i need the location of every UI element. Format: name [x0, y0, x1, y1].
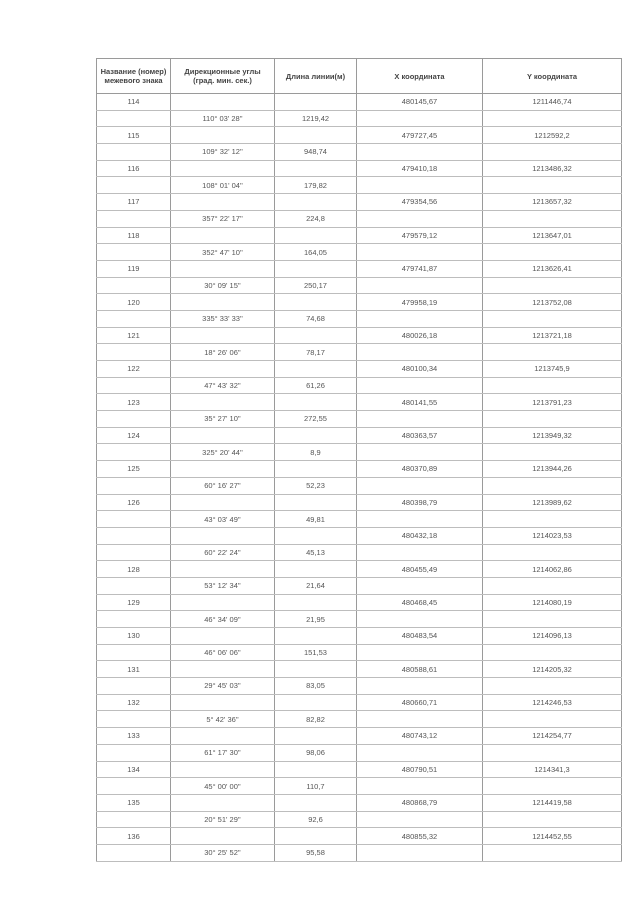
y-coordinate-cell: 1212592,2	[483, 127, 622, 144]
x-coordinate-cell: 480432,18	[357, 527, 483, 544]
line-length-cell: 1219,42	[275, 110, 357, 127]
line-length-cell: 52,23	[275, 477, 357, 494]
direction-angle-cell: 30° 09' 15''	[171, 277, 275, 294]
point-name-cell: 118	[97, 227, 171, 244]
empty-cell	[275, 728, 357, 745]
direction-angle-cell: 109° 32' 12''	[171, 144, 275, 161]
empty-cell	[275, 761, 357, 778]
y-coordinate-cell: 1213626,41	[483, 260, 622, 277]
table-row	[97, 244, 622, 261]
direction-angle-cell: 30° 25' 52''	[171, 844, 275, 861]
direction-angle-cell: 352° 47' 10''	[171, 244, 275, 261]
empty-cell	[97, 711, 171, 728]
point-name-cell	[97, 527, 171, 544]
point-name-cell: 123	[97, 394, 171, 411]
table-row	[97, 794, 622, 811]
y-coordinate-cell: 1211446,74	[483, 94, 622, 111]
line-length-cell: 179,82	[275, 177, 357, 194]
table-row	[97, 844, 622, 861]
empty-cell	[171, 694, 275, 711]
point-name-cell: 122	[97, 361, 171, 378]
table-row	[97, 394, 622, 411]
table-row	[97, 194, 622, 211]
x-coordinate-cell: 480455,49	[357, 561, 483, 578]
empty-cell	[171, 160, 275, 177]
y-coordinate-cell: 1213791,23	[483, 394, 622, 411]
empty-cell	[357, 811, 483, 828]
table-row	[97, 127, 622, 144]
point-name-cell: 135	[97, 794, 171, 811]
empty-cell	[483, 277, 622, 294]
empty-cell	[97, 744, 171, 761]
empty-cell	[275, 661, 357, 678]
point-name-cell: 119	[97, 260, 171, 277]
empty-cell	[275, 527, 357, 544]
empty-cell	[483, 344, 622, 361]
empty-cell	[275, 160, 357, 177]
empty-cell	[97, 844, 171, 861]
line-length-cell: 95,58	[275, 844, 357, 861]
empty-cell	[357, 744, 483, 761]
empty-cell	[97, 344, 171, 361]
direction-angle-cell: 61° 17' 30''	[171, 744, 275, 761]
direction-angle-cell: 45° 00' 00''	[171, 778, 275, 795]
empty-cell	[97, 611, 171, 628]
x-coordinate-cell: 479410,18	[357, 160, 483, 177]
line-length-cell: 45,13	[275, 544, 357, 561]
table-row	[97, 661, 622, 678]
table-row	[97, 327, 622, 344]
empty-cell	[275, 561, 357, 578]
x-coordinate-cell: 480468,45	[357, 594, 483, 611]
point-name-cell: 116	[97, 160, 171, 177]
empty-cell	[483, 844, 622, 861]
direction-angle-cell: 110° 03' 28''	[171, 110, 275, 127]
empty-cell	[97, 310, 171, 327]
direction-angle-cell: 18° 26' 06''	[171, 344, 275, 361]
x-coordinate-cell: 480363,57	[357, 427, 483, 444]
direction-angle-cell: 60° 22' 24''	[171, 544, 275, 561]
empty-cell	[483, 744, 622, 761]
empty-cell	[275, 260, 357, 277]
point-name-cell: 129	[97, 594, 171, 611]
line-length-cell: 98,06	[275, 744, 357, 761]
empty-cell	[171, 127, 275, 144]
table-row	[97, 811, 622, 828]
empty-cell	[357, 144, 483, 161]
direction-angle-cell: 35° 27' 10''	[171, 411, 275, 428]
empty-cell	[483, 644, 622, 661]
y-coordinate-cell: 1214254,77	[483, 728, 622, 745]
empty-cell	[275, 194, 357, 211]
x-coordinate-cell: 480026,18	[357, 327, 483, 344]
empty-cell	[171, 227, 275, 244]
empty-cell	[483, 778, 622, 795]
empty-cell	[97, 477, 171, 494]
x-coordinate-cell: 479958,19	[357, 294, 483, 311]
y-coordinate-cell: 1214419,58	[483, 794, 622, 811]
empty-cell	[275, 294, 357, 311]
line-length-cell: 151,53	[275, 644, 357, 661]
x-coordinate-cell: 479741,87	[357, 260, 483, 277]
table-row	[97, 110, 622, 127]
empty-cell	[483, 511, 622, 528]
empty-cell	[275, 594, 357, 611]
point-name-cell: 133	[97, 728, 171, 745]
table-row	[97, 227, 622, 244]
empty-cell	[483, 611, 622, 628]
empty-cell	[357, 778, 483, 795]
table-row	[97, 444, 622, 461]
y-coordinate-cell: 1213657,32	[483, 194, 622, 211]
table-row	[97, 310, 622, 327]
table-row	[97, 728, 622, 745]
empty-cell	[275, 327, 357, 344]
table-row	[97, 761, 622, 778]
x-coordinate-cell: 480743,12	[357, 728, 483, 745]
x-coordinate-cell: 480483,54	[357, 628, 483, 645]
point-name-cell: 128	[97, 561, 171, 578]
header-line-length: Длина линии(м)	[275, 59, 357, 94]
empty-cell	[171, 527, 275, 544]
x-coordinate-cell: 480660,71	[357, 694, 483, 711]
empty-cell	[357, 644, 483, 661]
empty-cell	[483, 377, 622, 394]
table-row	[97, 678, 622, 695]
empty-cell	[275, 828, 357, 845]
table-header-row	[97, 59, 622, 94]
line-length-cell: 83,05	[275, 678, 357, 695]
empty-cell	[275, 461, 357, 478]
x-coordinate-cell: 479354,56	[357, 194, 483, 211]
empty-cell	[483, 711, 622, 728]
y-coordinate-cell: 1214341,3	[483, 761, 622, 778]
line-length-cell: 224,8	[275, 210, 357, 227]
header-x-coordinate: X координата	[357, 59, 483, 94]
line-length-cell: 21,64	[275, 577, 357, 594]
table-row	[97, 694, 622, 711]
y-coordinate-cell: 1214080,19	[483, 594, 622, 611]
point-name-cell: 114	[97, 94, 171, 111]
empty-cell	[97, 577, 171, 594]
line-length-cell: 78,17	[275, 344, 357, 361]
x-coordinate-cell: 480868,79	[357, 794, 483, 811]
table-row	[97, 277, 622, 294]
empty-cell	[275, 427, 357, 444]
direction-angle-cell: 335° 33' 33''	[171, 310, 275, 327]
empty-cell	[357, 844, 483, 861]
direction-angle-cell: 357° 22' 17''	[171, 210, 275, 227]
empty-cell	[171, 327, 275, 344]
point-name-cell: 115	[97, 127, 171, 144]
line-length-cell: 164,05	[275, 244, 357, 261]
empty-cell	[275, 628, 357, 645]
table-row	[97, 377, 622, 394]
empty-cell	[483, 210, 622, 227]
empty-cell	[275, 127, 357, 144]
table-row	[97, 361, 622, 378]
table-row	[97, 778, 622, 795]
table-row	[97, 294, 622, 311]
empty-cell	[171, 94, 275, 111]
direction-angle-cell: 325° 20' 44''	[171, 444, 275, 461]
table-row	[97, 511, 622, 528]
table-body	[97, 94, 622, 862]
empty-cell	[97, 277, 171, 294]
y-coordinate-cell: 1213745,9	[483, 361, 622, 378]
empty-cell	[275, 794, 357, 811]
empty-cell	[483, 577, 622, 594]
table-row	[97, 427, 622, 444]
table-row	[97, 260, 622, 277]
direction-angle-cell: 20° 51' 29''	[171, 811, 275, 828]
line-length-cell: 948,74	[275, 144, 357, 161]
empty-cell	[97, 511, 171, 528]
x-coordinate-cell: 480370,89	[357, 461, 483, 478]
line-length-cell: 49,81	[275, 511, 357, 528]
empty-cell	[97, 210, 171, 227]
y-coordinate-cell: 1214246,53	[483, 694, 622, 711]
empty-cell	[171, 461, 275, 478]
empty-cell	[483, 144, 622, 161]
table-row	[97, 494, 622, 511]
empty-cell	[483, 310, 622, 327]
direction-angle-cell: 5° 42' 36''	[171, 711, 275, 728]
table-row	[97, 577, 622, 594]
empty-cell	[97, 411, 171, 428]
empty-cell	[97, 377, 171, 394]
empty-cell	[97, 144, 171, 161]
table-row	[97, 160, 622, 177]
table-row	[97, 344, 622, 361]
empty-cell	[357, 544, 483, 561]
direction-angle-cell: 43° 03' 49''	[171, 511, 275, 528]
empty-cell	[357, 477, 483, 494]
x-coordinate-cell: 480398,79	[357, 494, 483, 511]
y-coordinate-cell: 1213752,08	[483, 294, 622, 311]
empty-cell	[275, 394, 357, 411]
table-row	[97, 744, 622, 761]
y-coordinate-cell: 1214062,86	[483, 561, 622, 578]
direction-angle-cell: 53° 12' 34''	[171, 577, 275, 594]
line-length-cell: 250,17	[275, 277, 357, 294]
x-coordinate-cell: 479579,12	[357, 227, 483, 244]
x-coordinate-cell: 480588,61	[357, 661, 483, 678]
point-name-cell: 117	[97, 194, 171, 211]
empty-cell	[483, 444, 622, 461]
y-coordinate-cell: 1214452,55	[483, 828, 622, 845]
empty-cell	[483, 477, 622, 494]
empty-cell	[171, 628, 275, 645]
empty-cell	[357, 577, 483, 594]
point-name-cell: 125	[97, 461, 171, 478]
empty-cell	[357, 611, 483, 628]
y-coordinate-cell: 1213944,26	[483, 461, 622, 478]
empty-cell	[483, 244, 622, 261]
empty-cell	[97, 110, 171, 127]
empty-cell	[171, 194, 275, 211]
y-coordinate-cell: 1213989,62	[483, 494, 622, 511]
empty-cell	[357, 344, 483, 361]
empty-cell	[97, 778, 171, 795]
line-length-cell: 21,95	[275, 611, 357, 628]
empty-cell	[275, 94, 357, 111]
table-row	[97, 611, 622, 628]
table-row	[97, 828, 622, 845]
table-row	[97, 94, 622, 111]
empty-cell	[97, 444, 171, 461]
empty-cell	[357, 210, 483, 227]
empty-cell	[97, 678, 171, 695]
empty-cell	[483, 411, 622, 428]
boundary-coordinates-table	[96, 58, 622, 862]
table-row	[97, 594, 622, 611]
header-direction-angle: Дирекционные углы (град. мин. сек.)	[171, 59, 275, 94]
header-y-coordinate: Y координата	[483, 59, 622, 94]
empty-cell	[97, 811, 171, 828]
point-name-cell: 132	[97, 694, 171, 711]
table-row	[97, 561, 622, 578]
empty-cell	[357, 711, 483, 728]
empty-cell	[97, 177, 171, 194]
table-row	[97, 644, 622, 661]
x-coordinate-cell: 479727,45	[357, 127, 483, 144]
empty-cell	[357, 177, 483, 194]
empty-cell	[97, 244, 171, 261]
point-name-cell: 130	[97, 628, 171, 645]
table-row	[97, 527, 622, 544]
empty-cell	[483, 177, 622, 194]
empty-cell	[171, 561, 275, 578]
empty-cell	[357, 244, 483, 261]
header-point-name: Название (номер) межевого знака	[97, 59, 171, 94]
table-row	[97, 461, 622, 478]
empty-cell	[275, 694, 357, 711]
empty-cell	[483, 544, 622, 561]
empty-cell	[97, 544, 171, 561]
point-name-cell: 134	[97, 761, 171, 778]
empty-cell	[171, 361, 275, 378]
point-name-cell: 131	[97, 661, 171, 678]
line-length-cell: 8,9	[275, 444, 357, 461]
table-row	[97, 144, 622, 161]
x-coordinate-cell: 480145,67	[357, 94, 483, 111]
empty-cell	[357, 310, 483, 327]
empty-cell	[171, 794, 275, 811]
table-row	[97, 477, 622, 494]
y-coordinate-cell: 1213647,01	[483, 227, 622, 244]
empty-cell	[171, 294, 275, 311]
empty-cell	[171, 761, 275, 778]
empty-cell	[171, 394, 275, 411]
direction-angle-cell: 108° 01' 04''	[171, 177, 275, 194]
x-coordinate-cell: 480100,34	[357, 361, 483, 378]
point-name-cell: 121	[97, 327, 171, 344]
line-length-cell: 74,68	[275, 310, 357, 327]
empty-cell	[171, 828, 275, 845]
y-coordinate-cell: 1213949,32	[483, 427, 622, 444]
y-coordinate-cell: 1213486,32	[483, 160, 622, 177]
table-row	[97, 177, 622, 194]
point-name-cell: 126	[97, 494, 171, 511]
direction-angle-cell: 46° 34' 09''	[171, 611, 275, 628]
point-name-cell: 120	[97, 294, 171, 311]
y-coordinate-cell: 1214096,13	[483, 628, 622, 645]
empty-cell	[357, 511, 483, 528]
empty-cell	[483, 811, 622, 828]
line-length-cell: 82,82	[275, 711, 357, 728]
table-row	[97, 628, 622, 645]
empty-cell	[357, 411, 483, 428]
direction-angle-cell: 47° 43' 32''	[171, 377, 275, 394]
line-length-cell: 61,26	[275, 377, 357, 394]
empty-cell	[357, 110, 483, 127]
empty-cell	[357, 377, 483, 394]
empty-cell	[483, 678, 622, 695]
empty-cell	[97, 644, 171, 661]
x-coordinate-cell: 480141,55	[357, 394, 483, 411]
empty-cell	[171, 728, 275, 745]
empty-cell	[275, 494, 357, 511]
direction-angle-cell: 46° 06' 06''	[171, 644, 275, 661]
table-row	[97, 544, 622, 561]
direction-angle-cell: 29° 45' 03''	[171, 678, 275, 695]
empty-cell	[171, 427, 275, 444]
table-row	[97, 210, 622, 227]
line-length-cell: 110,7	[275, 778, 357, 795]
point-name-cell: 124	[97, 427, 171, 444]
empty-cell	[483, 110, 622, 127]
x-coordinate-cell: 480855,32	[357, 828, 483, 845]
empty-cell	[275, 227, 357, 244]
empty-cell	[171, 260, 275, 277]
empty-cell	[357, 444, 483, 461]
empty-cell	[171, 494, 275, 511]
empty-cell	[275, 361, 357, 378]
y-coordinate-cell: 1213721,18	[483, 327, 622, 344]
empty-cell	[357, 678, 483, 695]
y-coordinate-cell: 1214023,53	[483, 527, 622, 544]
y-coordinate-cell: 1214205,32	[483, 661, 622, 678]
table-row	[97, 411, 622, 428]
point-name-cell: 136	[97, 828, 171, 845]
direction-angle-cell: 60° 16' 27''	[171, 477, 275, 494]
empty-cell	[357, 277, 483, 294]
line-length-cell: 272,55	[275, 411, 357, 428]
empty-cell	[171, 661, 275, 678]
x-coordinate-cell: 480790,51	[357, 761, 483, 778]
empty-cell	[171, 594, 275, 611]
table-row	[97, 711, 622, 728]
line-length-cell: 92,6	[275, 811, 357, 828]
